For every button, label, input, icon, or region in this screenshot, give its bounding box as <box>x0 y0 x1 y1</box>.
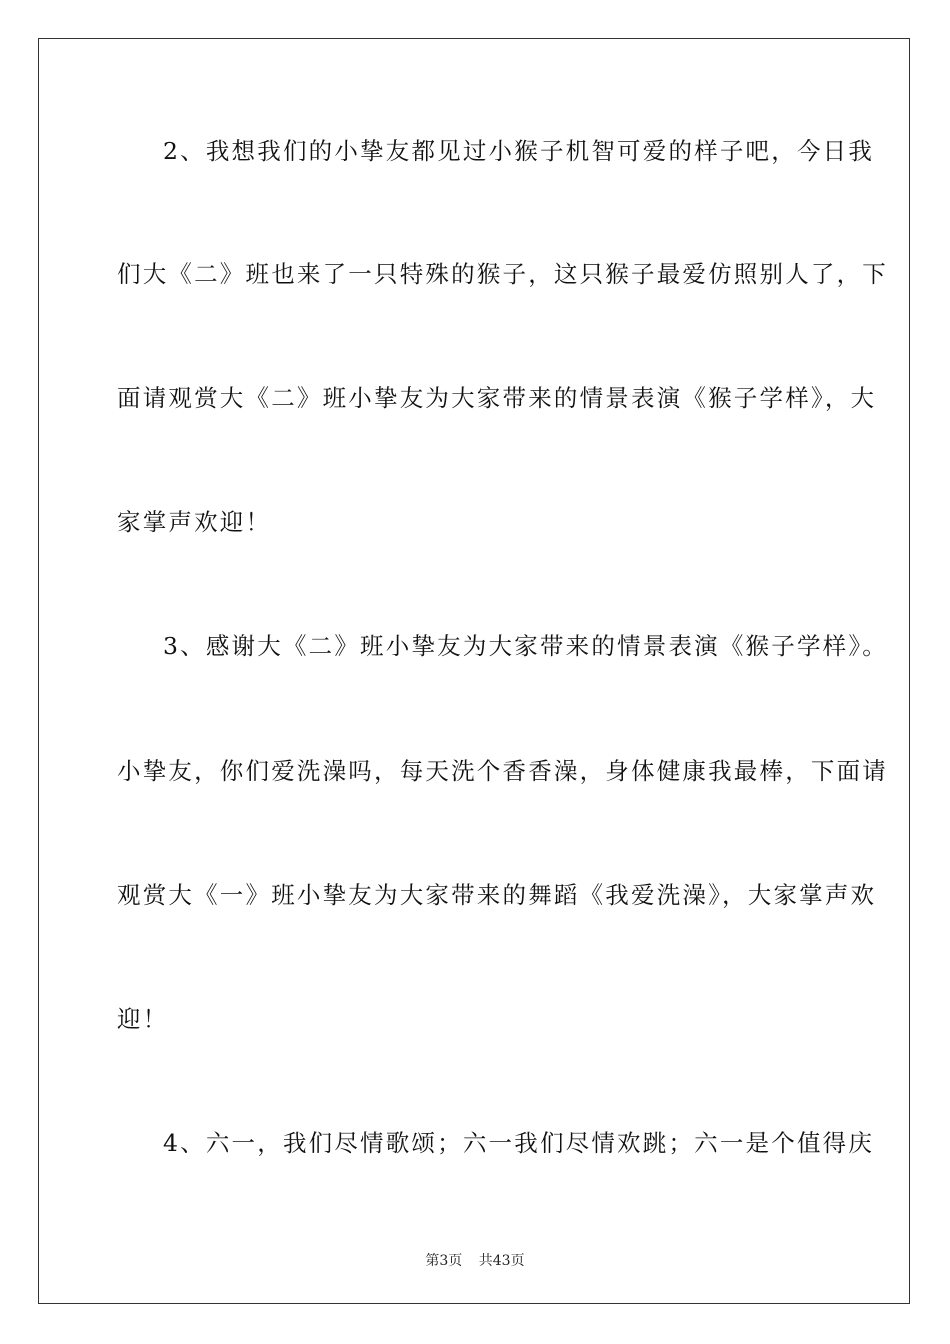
paragraph-2-line-1: 2、我想我们的小挚友都见过小猴子机智可爱的样子吧，今日我 <box>163 137 875 165</box>
paragraph-4-line-1: 4、六一，我们尽情歌颂；六一我们尽情欢跳；六一是个值得庆 <box>163 1129 875 1157</box>
paragraph-3-line-2: 小挚友，你们爱洗澡吗，每天洗个香香澡，身体健康我最棒，下面请 <box>117 757 888 785</box>
paragraph-2-line-2: 们大《二》班也来了一只特殊的猴子，这只猴子最爱仿照别人了，下 <box>117 260 888 288</box>
paragraph-3-line-1: 3、感谢大《二》班小挚友为大家带来的情景表演《猴子学样》。 <box>163 632 889 660</box>
paragraph-3-line-4: 迎！ <box>117 1005 169 1033</box>
page-number-current: 第3页 <box>425 1253 463 1269</box>
page-number-total: 共43页 <box>478 1253 525 1269</box>
paragraph-3-line-3: 观赏大《一》班小挚友为大家带来的舞蹈《我爱洗澡》，大家掌声欢 <box>117 881 877 909</box>
page-frame <box>38 38 910 1304</box>
paragraph-2-line-3: 面请观赏大《二》班小挚友为大家带来的情景表演《猴子学样》，大 <box>117 384 877 412</box>
page-footer <box>0 1250 950 1270</box>
paragraph-2-line-4: 家掌声欢迎！ <box>117 508 272 536</box>
